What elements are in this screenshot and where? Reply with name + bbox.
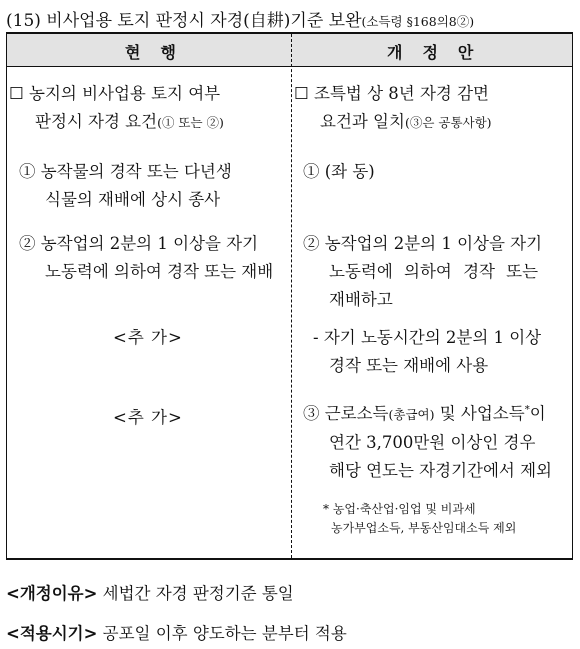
right-item-5-footnote-mark: * — [524, 404, 530, 416]
left-add-2: <추 가> — [113, 408, 183, 427]
right-item-5-line-2: 연간 3,700만원 이상인 경우 — [329, 433, 536, 452]
right-item-1 — [294, 80, 492, 137]
reason-label: <개정이유> — [6, 584, 98, 603]
effective-label: <적용시기> — [6, 624, 98, 643]
left-item-3 — [19, 230, 273, 286]
left-item-2 — [19, 158, 232, 214]
right-item-1-note: (③은 공통사항) — [404, 115, 492, 130]
right-item-2: ① (좌 동) — [303, 162, 375, 181]
left-item-1-text: 판정시 자경 요건 — [35, 112, 158, 131]
left-item-1-line-1: ☐ 농지의 비사업용 토지 여부 — [9, 84, 221, 103]
right-item-1-line-1: ☐ 조특법 상 8년 자경 감면 — [294, 84, 489, 103]
left-item-2-line-2: 식물의 재배에 상시 종사 — [45, 190, 221, 209]
left-item-1-line-2 — [9, 108, 224, 137]
right-item-3-line-3: 재배하고 — [329, 290, 393, 309]
right-item-5-line-3: 해당 연도는 자경기간에서 제외 — [329, 461, 552, 480]
header-current: 현행 — [125, 43, 196, 62]
effective-text: 공포일 이후 양도하는 분부터 적용 — [97, 624, 347, 643]
right-item-5-text-e: 이 — [529, 404, 546, 423]
section-title — [6, 6, 474, 31]
right-item-4 — [313, 324, 541, 380]
left-item-2-line-1: ① 농작물의 경작 또는 다년생 — [19, 162, 232, 181]
footnote-line-2: 농가부업소득, 부동산임대소득 제외 — [331, 521, 517, 535]
right-item-5 — [303, 400, 552, 485]
footnote — [323, 500, 516, 538]
comparison-table — [6, 32, 573, 560]
reason-text: 세법간 자경 판정기준 통일 — [97, 584, 294, 603]
right-item-5-line-1 — [303, 400, 552, 429]
reason-line — [6, 580, 294, 604]
left-add-1: <추 가> — [113, 328, 183, 347]
right-item-3-line-1: ② 농작업의 2분의 1 이상을 자기 — [303, 234, 543, 253]
right-item-3-line-2: 노동력에 의하여 경작 또는 — [329, 262, 539, 281]
effective-line — [6, 620, 347, 644]
left-item-1 — [9, 80, 224, 137]
section-title-main: (15) 비사업용 토지 판정시 자경(自耕)기준 보완 — [6, 11, 362, 31]
column-divider — [291, 34, 292, 558]
left-item-3-line-2: 노동력에 의하여 경작 또는 재배 — [45, 262, 274, 281]
left-item-3-line-1: ② 농작업의 2분의 1 이상을 자기 — [19, 234, 259, 253]
footnote-line-1: * 농업·축산업·임업 및 비과세 — [323, 502, 476, 516]
right-item-4-line-2: 경작 또는 재배에 사용 — [329, 356, 489, 375]
table-header — [7, 34, 572, 67]
right-item-1-text: 요건과 일치 — [320, 112, 405, 131]
right-item-5-text-a: ③ 근로소득 — [303, 404, 389, 423]
left-item-1-note: (① 또는 ②) — [157, 115, 224, 130]
right-item-3 — [303, 230, 542, 314]
right-item-1-line-2 — [294, 108, 492, 137]
header-revised: 개정안 — [387, 43, 494, 62]
right-item-5-text-c: 및 사업소득 — [434, 404, 525, 423]
right-item-5-text-b: (총급여) — [388, 407, 435, 422]
right-item-4-line-1: - 자기 노동시간의 2분의 1 이상 — [313, 328, 542, 347]
section-title-ref: (소득령 §168의8②) — [361, 14, 475, 29]
